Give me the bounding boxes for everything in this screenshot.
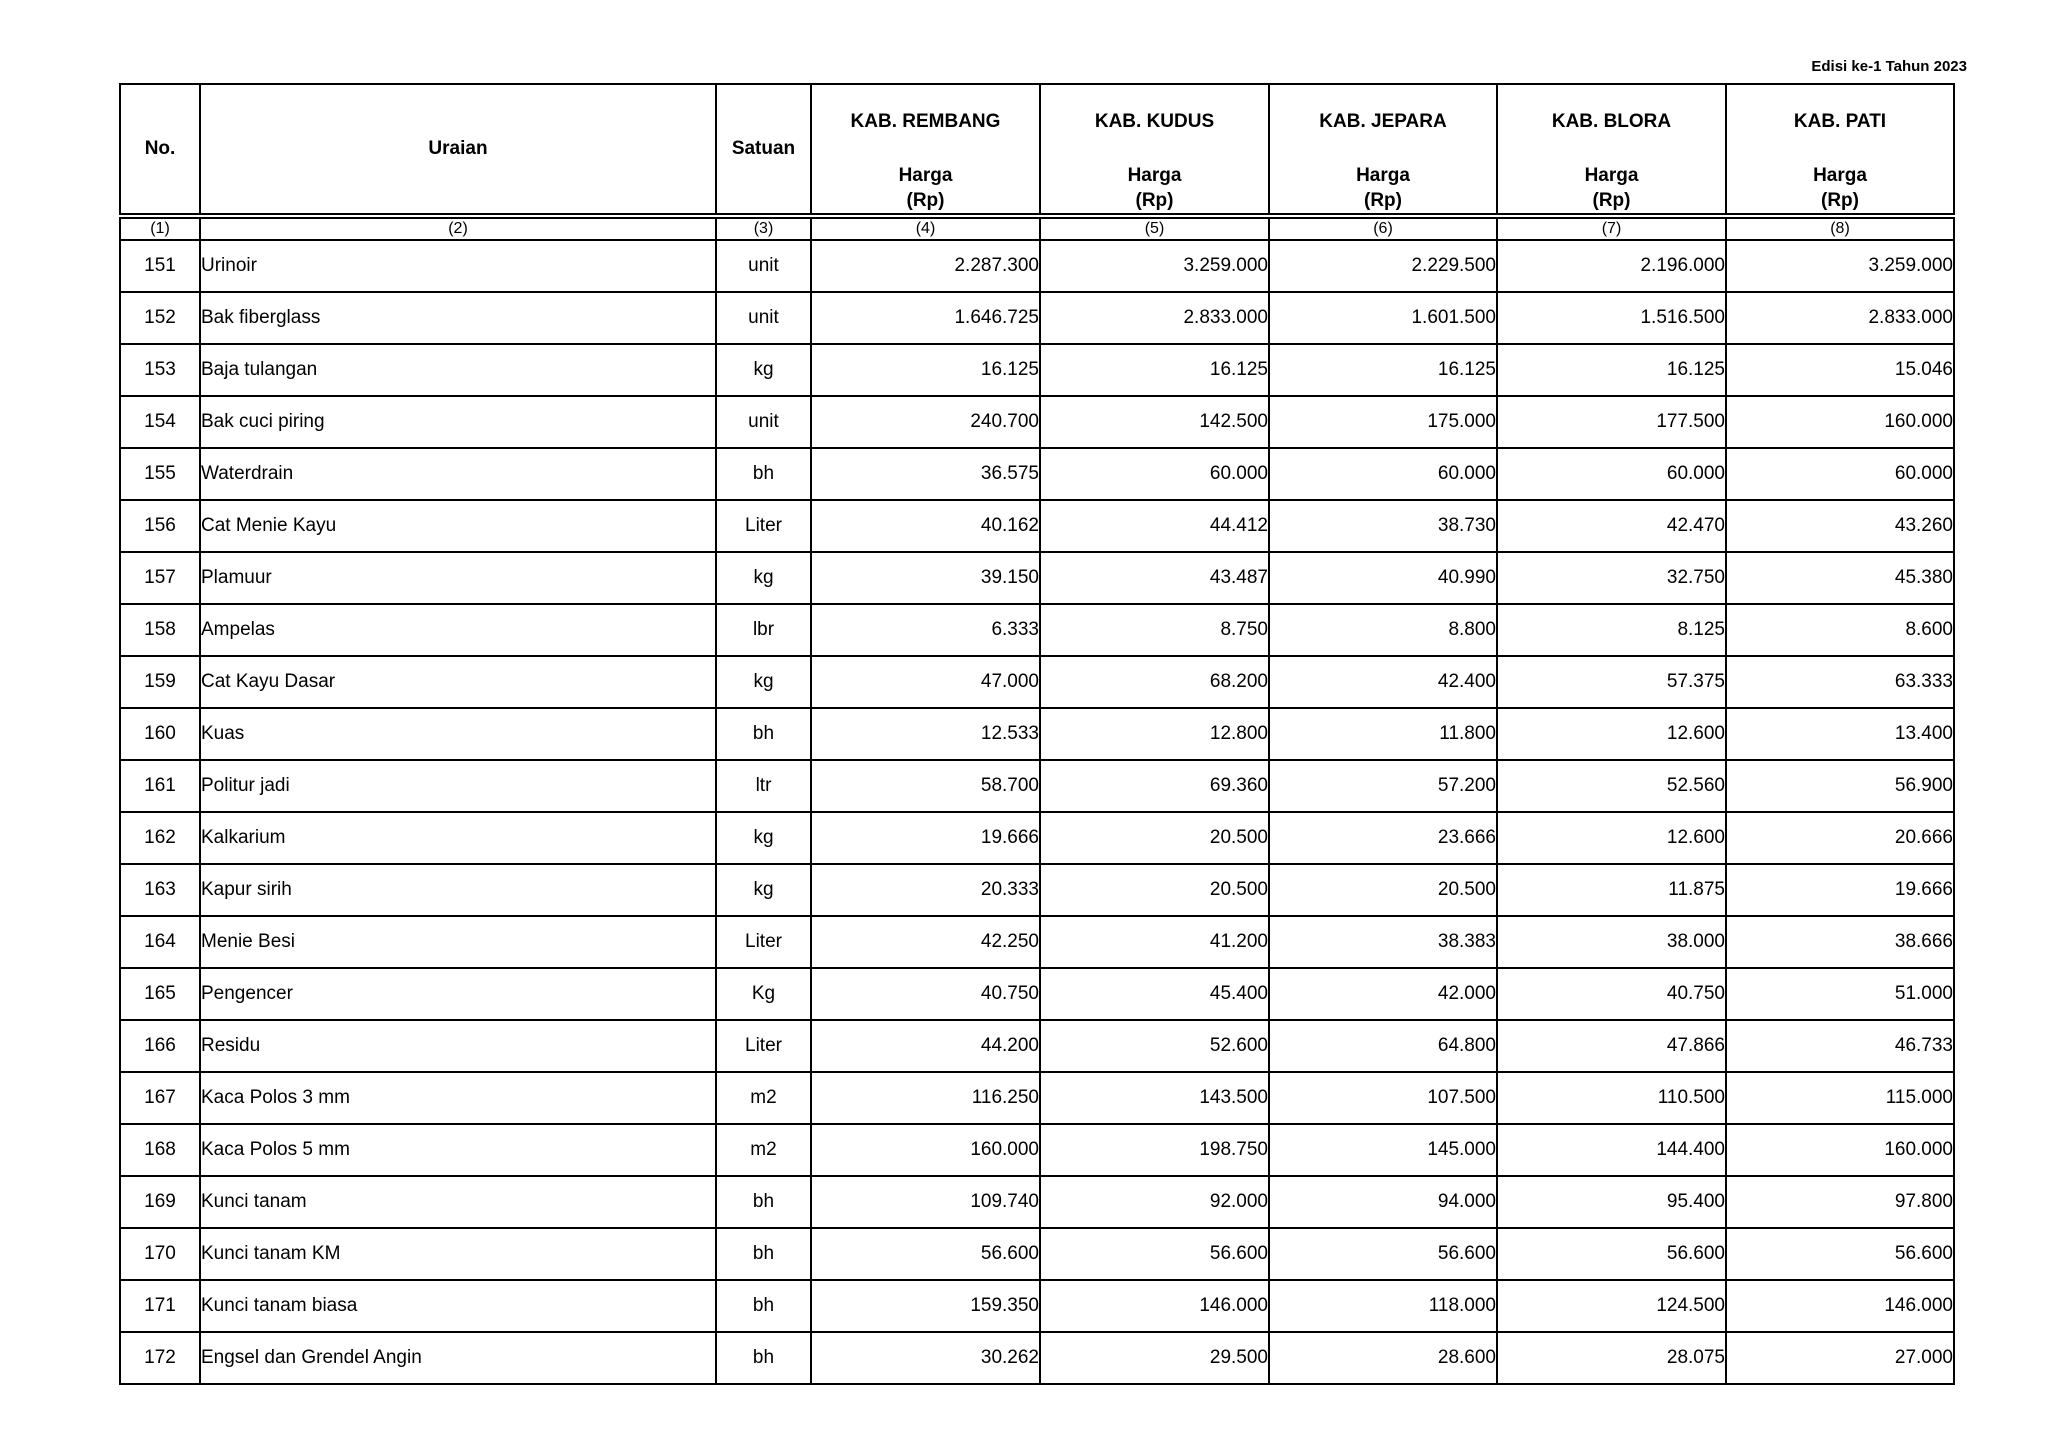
item-description: Engsel dan Grendel Angin [200,1332,716,1384]
price-cell: 56.600 [1040,1228,1269,1280]
price-cell: 57.375 [1497,656,1726,708]
price-cell: 1.516.500 [1497,292,1726,344]
table-row [120,1176,1954,1228]
item-description: Urinoir [200,240,716,292]
item-unit: Liter [716,916,811,968]
item-unit: m2 [716,1124,811,1176]
price-cell: 142.500 [1040,396,1269,448]
price-cell: 109.740 [811,1176,1040,1228]
item-description: Bak fiberglass [200,292,716,344]
price-cell: 16.125 [1497,344,1726,396]
item-description: Waterdrain [200,448,716,500]
item-unit: Kg [716,968,811,1020]
price-label: Harga [1584,165,1639,186]
price-cell: 198.750 [1040,1124,1269,1176]
price-cell: 45.400 [1040,968,1269,1020]
item-description: Menie Besi [200,916,716,968]
price-label: Harga [1813,165,1867,186]
table-row [120,552,1954,604]
price-cell: 60.000 [1269,448,1497,500]
item-unit: bh [716,1332,811,1384]
price-cell: 107.500 [1269,1072,1497,1124]
price-cell: 47.000 [811,656,1040,708]
price-cell: 2.196.000 [1497,240,1726,292]
price-cell: 8.600 [1726,604,1954,656]
item-description: Politur jadi [200,760,716,812]
price-cell: 2.287.300 [811,240,1040,292]
price-cell: 42.000 [1269,968,1497,1020]
table-row [120,656,1954,708]
row-number: 169 [120,1176,200,1228]
table-row [120,760,1954,812]
row-number: 160 [120,708,200,760]
item-unit: unit [716,396,811,448]
item-unit: kg [716,344,811,396]
row-number: 156 [120,500,200,552]
price-cell: 13.400 [1726,708,1954,760]
price-cell: 143.500 [1040,1072,1269,1124]
price-cell: 36.575 [811,448,1040,500]
price-cell: 92.000 [1040,1176,1269,1228]
column-number: (6) [1269,216,1497,240]
column-number: (4) [811,216,1040,240]
price-cell: 115.000 [1726,1072,1954,1124]
row-number: 166 [120,1020,200,1072]
item-description: Plamuur [200,552,716,604]
row-number: 164 [120,916,200,968]
price-cell: 16.125 [1269,344,1497,396]
price-cell: 60.000 [1726,448,1954,500]
table-row [120,1228,1954,1280]
price-cell: 45.380 [1726,552,1954,604]
column-number: (2) [200,216,716,240]
row-number: 158 [120,604,200,656]
header-region-blora [1497,84,1726,216]
price-label: Harga [1356,165,1410,186]
item-unit: kg [716,552,811,604]
price-cell: 97.800 [1726,1176,1954,1228]
region-name: KAB. PATI [1793,111,1887,132]
column-number-row [120,216,1954,240]
price-cell: 8.125 [1497,604,1726,656]
price-cell: 19.666 [811,812,1040,864]
price-cell: 32.750 [1497,552,1726,604]
item-unit: Liter [716,500,811,552]
row-number: 153 [120,344,200,396]
currency-label: (Rp) [1135,190,1174,211]
item-unit: bh [716,1176,811,1228]
price-cell: 41.200 [1040,916,1269,968]
price-cell: 12.800 [1040,708,1269,760]
price-cell: 160.000 [1726,1124,1954,1176]
item-unit: bh [716,708,811,760]
price-cell: 40.990 [1269,552,1497,604]
currency-label: (Rp) [1821,190,1859,211]
row-number: 167 [120,1072,200,1124]
price-cell: 2.833.000 [1726,292,1954,344]
header-region-kudus [1040,84,1269,216]
item-unit: kg [716,656,811,708]
table-row [120,864,1954,916]
region-name: KAB. JEPARA [1319,111,1447,132]
table-row [120,1332,1954,1384]
price-cell: 160.000 [811,1124,1040,1176]
region-name: KAB. REMBANG [850,111,1001,132]
price-cell: 95.400 [1497,1176,1726,1228]
table-row [120,1020,1954,1072]
price-cell: 57.200 [1269,760,1497,812]
header-satuan: Satuan [716,84,811,216]
price-cell: 2.229.500 [1269,240,1497,292]
item-unit: unit [716,292,811,344]
price-cell: 58.700 [811,760,1040,812]
price-cell: 20.333 [811,864,1040,916]
price-cell: 68.200 [1040,656,1269,708]
table-row [120,344,1954,396]
header-region-rembang [811,84,1040,216]
price-cell: 8.800 [1269,604,1497,656]
table-row [120,604,1954,656]
price-cell: 12.533 [811,708,1040,760]
price-cell: 28.600 [1269,1332,1497,1384]
header-no: No. [120,84,200,216]
column-number: (8) [1726,216,1954,240]
price-cell: 11.875 [1497,864,1726,916]
price-cell: 8.750 [1040,604,1269,656]
price-cell: 44.412 [1040,500,1269,552]
item-description: Pengencer [200,968,716,1020]
price-cell: 28.075 [1497,1332,1726,1384]
item-description: Kunci tanam biasa [200,1280,716,1332]
price-cell: 2.833.000 [1040,292,1269,344]
price-cell: 159.350 [811,1280,1040,1332]
price-cell: 146.000 [1040,1280,1269,1332]
header-uraian: Uraian [200,84,716,216]
row-number: 151 [120,240,200,292]
table-row [120,916,1954,968]
price-cell: 56.600 [811,1228,1040,1280]
price-cell: 42.470 [1497,500,1726,552]
price-cell: 56.600 [1269,1228,1497,1280]
price-cell: 38.383 [1269,916,1497,968]
column-number: (7) [1497,216,1726,240]
header-row [120,84,1954,216]
price-cell: 15.046 [1726,344,1954,396]
price-cell: 39.150 [811,552,1040,604]
row-number: 159 [120,656,200,708]
price-cell: 30.262 [811,1332,1040,1384]
region-name: KAB. KUDUS [1094,111,1215,132]
item-description: Kunci tanam [200,1176,716,1228]
price-cell: 64.800 [1269,1020,1497,1072]
price-cell: 46.733 [1726,1020,1954,1072]
price-cell: 43.487 [1040,552,1269,604]
table-row [120,708,1954,760]
price-cell: 19.666 [1726,864,1954,916]
price-label: Harga [898,165,953,186]
row-number: 170 [120,1228,200,1280]
price-cell: 44.200 [811,1020,1040,1072]
price-cell: 63.333 [1726,656,1954,708]
price-cell: 42.400 [1269,656,1497,708]
price-cell: 118.000 [1269,1280,1497,1332]
row-number: 172 [120,1332,200,1384]
price-cell: 20.500 [1269,864,1497,916]
price-cell: 38.000 [1497,916,1726,968]
price-cell: 20.500 [1040,864,1269,916]
edition-label: Edisi ke-1 Tahun 2023 [1811,58,1967,75]
price-cell: 110.500 [1497,1072,1726,1124]
table-row [120,1280,1954,1332]
item-description: Kunci tanam KM [200,1228,716,1280]
row-number: 163 [120,864,200,916]
item-description: Baja tulangan [200,344,716,396]
price-cell: 38.730 [1269,500,1497,552]
item-unit: kg [716,864,811,916]
region-name: KAB. BLORA [1551,111,1672,132]
price-cell: 160.000 [1726,396,1954,448]
table-row [120,448,1954,500]
currency-label: (Rp) [1592,190,1631,211]
row-number: 165 [120,968,200,1020]
price-cell: 43.260 [1726,500,1954,552]
item-description: Residu [200,1020,716,1072]
price-cell: 94.000 [1269,1176,1497,1228]
price-cell: 69.360 [1040,760,1269,812]
header-region-jepara [1269,84,1497,216]
currency-label: (Rp) [906,190,945,211]
column-number: (5) [1040,216,1269,240]
price-cell: 47.866 [1497,1020,1726,1072]
table-row [120,968,1954,1020]
item-description: Kaca Polos 5 mm [200,1124,716,1176]
price-table [119,83,1955,1385]
table-row [120,812,1954,864]
price-cell: 145.000 [1269,1124,1497,1176]
row-number: 162 [120,812,200,864]
price-cell: 3.259.000 [1040,240,1269,292]
price-cell: 56.600 [1497,1228,1726,1280]
table-row [120,1072,1954,1124]
price-cell: 42.250 [811,916,1040,968]
item-description: Cat Kayu Dasar [200,656,716,708]
item-description: Kalkarium [200,812,716,864]
table-body [120,240,1954,1384]
price-cell: 27.000 [1726,1332,1954,1384]
price-cell: 12.600 [1497,812,1726,864]
row-number: 155 [120,448,200,500]
price-cell: 1.646.725 [811,292,1040,344]
price-cell: 51.000 [1726,968,1954,1020]
currency-label: (Rp) [1364,190,1402,211]
item-description: Kaca Polos 3 mm [200,1072,716,1124]
price-label: Harga [1127,165,1182,186]
item-description: Kapur sirih [200,864,716,916]
price-cell: 60.000 [1497,448,1726,500]
table-row [120,292,1954,344]
price-cell: 146.000 [1726,1280,1954,1332]
item-unit: lbr [716,604,811,656]
price-cell: 3.259.000 [1726,240,1954,292]
item-unit: Liter [716,1020,811,1072]
item-unit: kg [716,812,811,864]
price-cell: 124.500 [1497,1280,1726,1332]
item-unit: m2 [716,1072,811,1124]
column-number: (1) [120,216,200,240]
price-cell: 40.162 [811,500,1040,552]
table-row [120,396,1954,448]
price-cell: 177.500 [1497,396,1726,448]
item-description: Kuas [200,708,716,760]
item-unit: bh [716,1228,811,1280]
price-cell: 175.000 [1269,396,1497,448]
header-region-pati [1726,84,1954,216]
price-cell: 11.800 [1269,708,1497,760]
price-cell: 1.601.500 [1269,292,1497,344]
price-cell: 23.666 [1269,812,1497,864]
price-cell: 29.500 [1040,1332,1269,1384]
row-number: 157 [120,552,200,604]
row-number: 161 [120,760,200,812]
price-cell: 40.750 [811,968,1040,1020]
price-cell: 12.600 [1497,708,1726,760]
item-unit: bh [716,1280,811,1332]
column-number: (3) [716,216,811,240]
price-cell: 6.333 [811,604,1040,656]
table-row [120,1124,1954,1176]
row-number: 154 [120,396,200,448]
price-cell: 52.560 [1497,760,1726,812]
item-description: Ampelas [200,604,716,656]
row-number: 152 [120,292,200,344]
item-unit: bh [716,448,811,500]
row-number: 171 [120,1280,200,1332]
price-cell: 144.400 [1497,1124,1726,1176]
table-row [120,240,1954,292]
item-description: Bak cuci piring [200,396,716,448]
row-number: 168 [120,1124,200,1176]
price-cell: 56.600 [1726,1228,1954,1280]
price-cell: 16.125 [1040,344,1269,396]
price-cell: 40.750 [1497,968,1726,1020]
price-cell: 38.666 [1726,916,1954,968]
item-description: Cat Menie Kayu [200,500,716,552]
item-unit: unit [716,240,811,292]
price-cell: 52.600 [1040,1020,1269,1072]
item-unit: ltr [716,760,811,812]
price-cell: 60.000 [1040,448,1269,500]
table-row [120,500,1954,552]
price-cell: 16.125 [811,344,1040,396]
price-cell: 240.700 [811,396,1040,448]
price-cell: 116.250 [811,1072,1040,1124]
price-cell: 20.500 [1040,812,1269,864]
price-cell: 20.666 [1726,812,1954,864]
price-cell: 56.900 [1726,760,1954,812]
